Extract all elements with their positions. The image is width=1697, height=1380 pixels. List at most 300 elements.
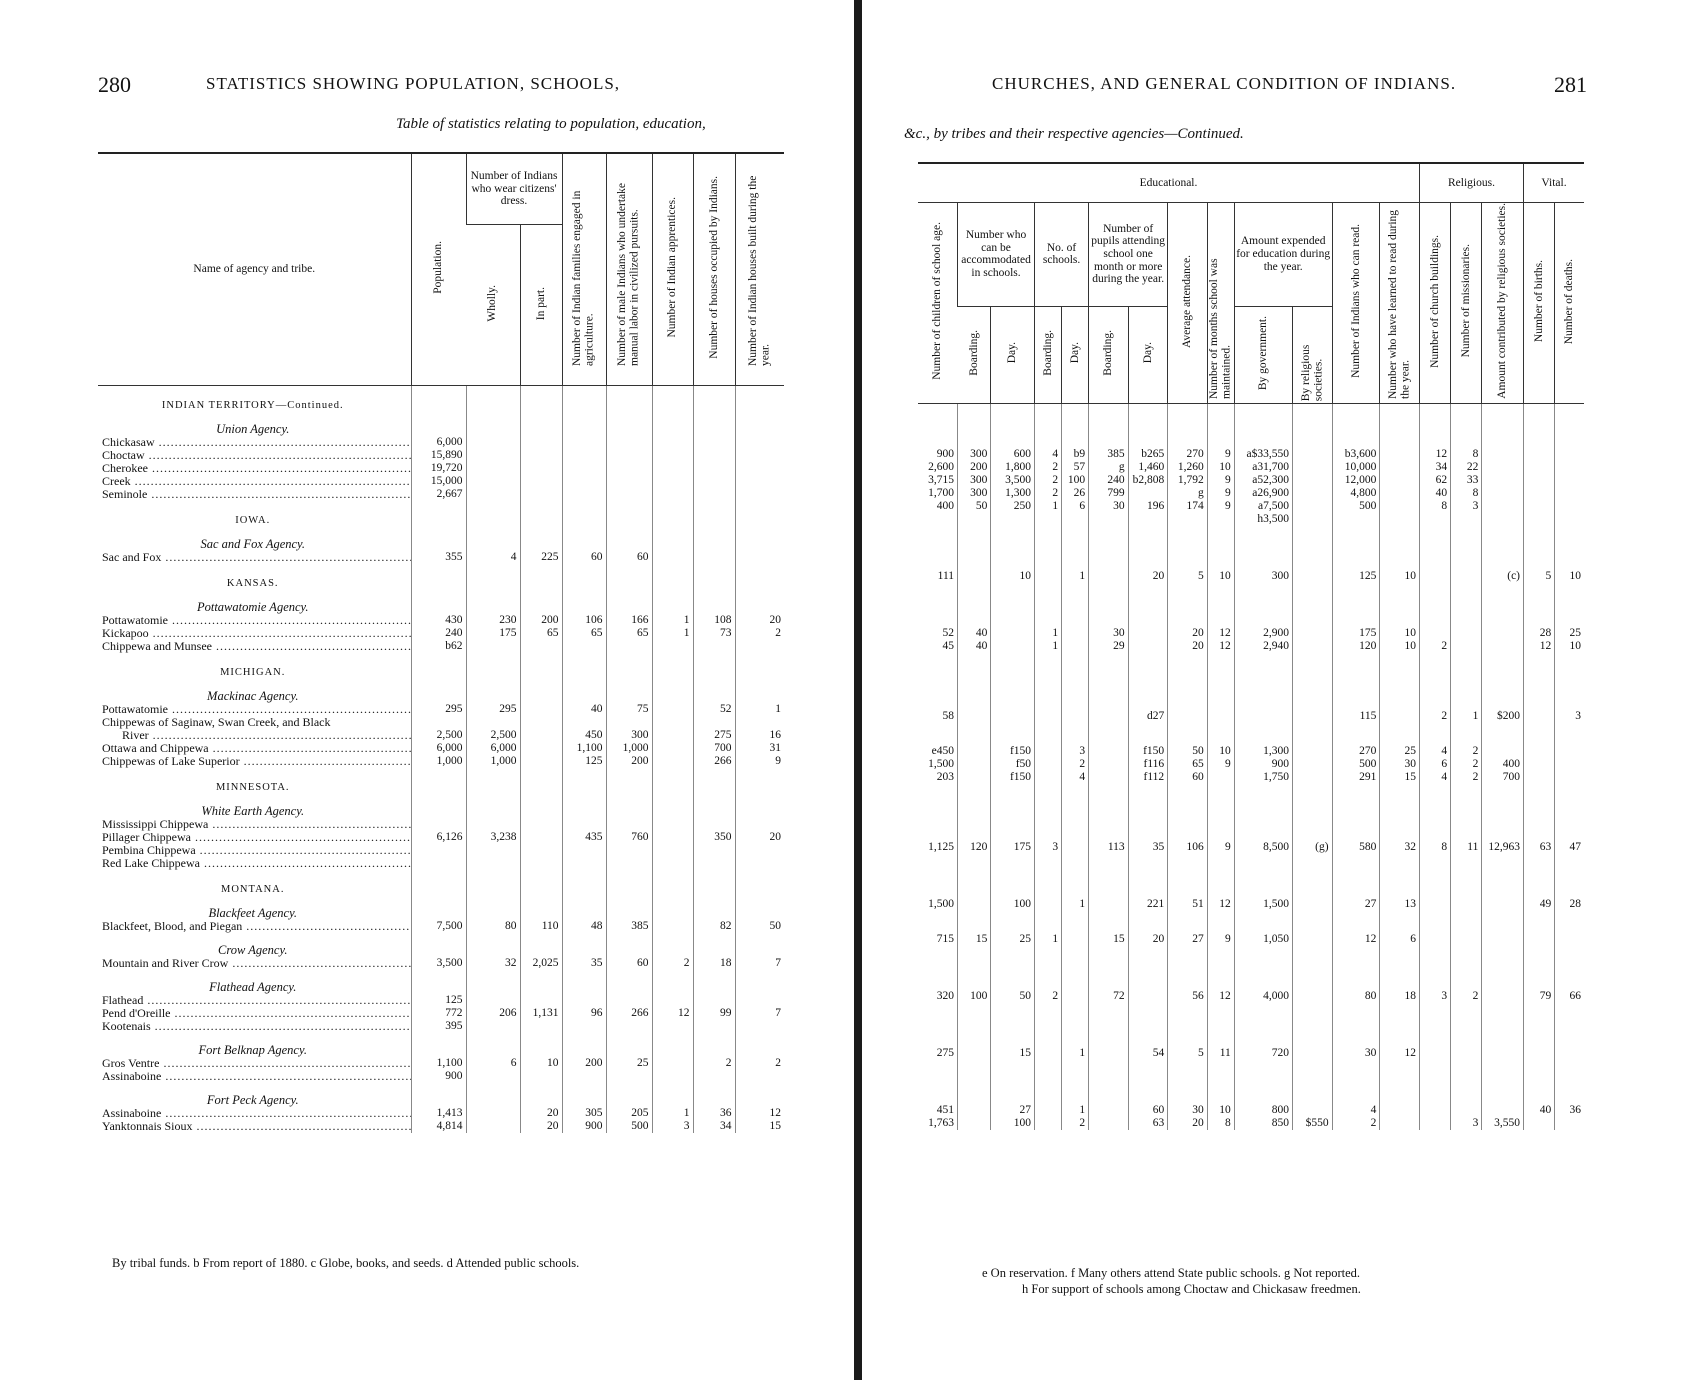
table-cell: 1	[652, 614, 693, 627]
header-vital: Vital.	[1524, 163, 1585, 203]
table-row	[98, 844, 784, 857]
header-pupils: Number of pupils attending school one month or more during the year.	[1089, 203, 1168, 307]
table-cell: 1,500	[928, 758, 955, 770]
table-cell: 700	[1482, 771, 1524, 784]
table-cell	[1524, 513, 1555, 526]
table-cell: 65	[606, 627, 652, 640]
table-cell	[1035, 771, 1062, 784]
table-cell: 5	[1524, 570, 1555, 583]
table-cell: 2	[1332, 1117, 1380, 1130]
table-cell	[1293, 627, 1333, 640]
tribe-name: Mountain and River Crow .....	[98, 957, 411, 970]
table-cell	[606, 857, 652, 870]
table-cell: 50	[735, 920, 784, 933]
table-cell	[520, 716, 562, 729]
table-cell: 15,000	[411, 475, 466, 488]
table-cell	[1128, 513, 1168, 526]
table-cell: 6	[1380, 933, 1420, 946]
table-cell	[958, 828, 991, 841]
table-cell: 1,131	[520, 1007, 562, 1020]
table-cell: 2,025	[520, 957, 562, 970]
table-cell: 40	[958, 640, 991, 653]
table-cell: 63	[1524, 841, 1555, 854]
table-cell	[1482, 487, 1524, 500]
table-cell: 7	[735, 1007, 784, 1020]
table-cell	[520, 994, 562, 1007]
table-cell: 206	[466, 1007, 520, 1020]
table-cell: 1,792	[1168, 474, 1208, 487]
table-cell: 300	[958, 448, 991, 461]
table-cell	[1035, 1104, 1062, 1117]
table-cell	[918, 653, 958, 666]
table-cell: 2,667	[411, 488, 466, 501]
table-cell	[1293, 990, 1333, 1003]
table-cell: 15	[1380, 771, 1420, 784]
spacer-row	[918, 666, 1584, 688]
table-cell: 120	[958, 841, 991, 854]
table-cell	[693, 857, 735, 870]
table-cell: 11	[1451, 841, 1482, 854]
table-cell	[1168, 513, 1208, 526]
table-cell: 225	[520, 551, 562, 564]
table-row	[918, 448, 1584, 461]
table-cell: 36	[693, 1107, 735, 1120]
table-cell: 175	[466, 627, 520, 640]
table-cell	[606, 475, 652, 488]
table-row	[918, 898, 1584, 911]
header-population: Population.	[411, 153, 466, 386]
table-cell	[1128, 653, 1168, 666]
spacer-row	[918, 854, 1584, 876]
table-cell: 10	[1207, 1104, 1234, 1117]
table-cell	[991, 513, 1035, 526]
tribe-name: Pend d'Oreille .....	[98, 1007, 411, 1020]
table-cell	[1293, 771, 1333, 784]
agency-heading	[98, 794, 784, 818]
table-cell	[1128, 990, 1168, 1003]
table-cell: 1	[1035, 627, 1062, 640]
table-cell: 10	[1555, 570, 1584, 583]
header-births: Number of births.	[1524, 203, 1555, 404]
table-row	[918, 990, 1584, 1003]
table-cell	[1293, 640, 1333, 653]
table-cell	[1555, 758, 1584, 771]
agency-heading	[98, 679, 784, 703]
table-cell	[1035, 710, 1062, 723]
table-cell	[1089, 653, 1129, 666]
table-cell: 10	[1207, 461, 1234, 474]
table-cell	[466, 449, 520, 462]
table-cell: 430	[411, 614, 466, 627]
table-cell	[1380, 448, 1420, 461]
table-cell	[466, 994, 520, 1007]
table-cell: 300	[606, 729, 652, 742]
table-cell	[735, 818, 784, 831]
table-cell: 1	[1062, 570, 1089, 583]
table-cell	[606, 449, 652, 462]
table-cell	[652, 920, 693, 933]
section-label: MONTANA.	[221, 884, 285, 895]
table-cell: 2	[735, 627, 784, 640]
table-cell	[1168, 828, 1208, 841]
table-cell: 200	[958, 461, 991, 474]
table-cell	[562, 716, 606, 729]
table-cell	[1293, 1104, 1333, 1117]
table-cell: 30	[1380, 758, 1420, 771]
table-cell: 300	[958, 487, 991, 500]
table-cell: 100	[958, 990, 991, 1003]
table-cell	[735, 994, 784, 1007]
table-cell	[918, 513, 958, 526]
table-cell: 100	[991, 1117, 1035, 1130]
table-cell	[1089, 745, 1129, 758]
table-cell	[1451, 1104, 1482, 1117]
table-cell: 4	[1332, 1104, 1380, 1117]
table-cell: 1	[1451, 710, 1482, 723]
table-cell	[1035, 570, 1062, 583]
agency-label: Mackinac Agency.	[207, 689, 299, 703]
table-cell	[1482, 474, 1524, 487]
table-cell	[562, 640, 606, 653]
table-cell: 10	[1555, 640, 1584, 653]
table-cell	[520, 742, 562, 755]
table-cell	[1128, 640, 1168, 653]
table-cell: 25	[991, 933, 1035, 946]
table-cell	[466, 640, 520, 653]
spacer-row	[918, 723, 1584, 745]
table-cell	[1062, 627, 1089, 640]
table-cell	[1555, 448, 1584, 461]
table-cell	[1482, 653, 1524, 666]
table-cell: 291	[1332, 771, 1380, 784]
table-cell: 20	[520, 1120, 562, 1133]
header-contributed: Amount contributed by religious societies.	[1482, 203, 1524, 404]
spacer-row	[918, 605, 1584, 627]
table-cell	[693, 488, 735, 501]
table-cell: g	[1089, 461, 1129, 474]
table-cell	[652, 818, 693, 831]
left-statistics-table	[98, 152, 784, 1133]
spacer-row	[918, 426, 1584, 448]
table-row	[918, 653, 1584, 666]
table-cell	[1380, 653, 1420, 666]
table-cell: 400	[936, 500, 955, 512]
header-male-labor: Number of male Indians who undertake manual labor in civilized pursuits.	[606, 153, 652, 386]
table-row	[98, 462, 784, 475]
header-churches: Number of church buildings.	[1419, 203, 1450, 404]
table-cell: 47	[1555, 841, 1584, 854]
table-cell	[693, 640, 735, 653]
agency-label: Blackfeet Agency.	[208, 906, 298, 920]
table-cell: 75	[606, 703, 652, 716]
table-cell	[520, 475, 562, 488]
table-cell: 2	[1451, 771, 1482, 784]
table-cell	[1419, 1117, 1450, 1130]
table-cell: 54	[1128, 1047, 1168, 1060]
header-attendance: Average attendance.	[1168, 203, 1208, 404]
table-cell	[1451, 653, 1482, 666]
table-cell	[1524, 500, 1555, 513]
spacer-row	[918, 1082, 1584, 1104]
table-cell: 200	[520, 614, 562, 627]
table-cell: 8	[1207, 1117, 1234, 1130]
table-cell: 1,413	[411, 1107, 466, 1120]
table-cell	[652, 729, 693, 742]
table-cell	[1524, 1047, 1555, 1060]
table-cell: 111	[937, 570, 955, 582]
table-cell: 15	[958, 933, 991, 946]
table-cell	[1380, 474, 1420, 487]
spacer-row	[918, 784, 1584, 806]
table-cell	[1524, 933, 1555, 946]
tribe-name: Pembina Chippewa .....	[98, 844, 411, 857]
table-row	[98, 488, 784, 501]
table-cell	[520, 1020, 562, 1033]
tribe-name: Red Lake Chippewa .....	[98, 857, 411, 870]
spacer-row	[918, 404, 1584, 427]
table-cell: 2	[735, 1057, 784, 1070]
tribe-name: Sac and Fox .....	[98, 551, 411, 564]
left-page-number: 280	[98, 72, 131, 97]
table-cell	[1035, 828, 1062, 841]
table-row	[918, 513, 1584, 526]
table-cell: 2	[1035, 990, 1062, 1003]
tribe-name: Ottawa and Chippewa .....	[98, 742, 411, 755]
table-row	[98, 920, 784, 933]
table-cell: 31	[735, 742, 784, 755]
table-cell	[652, 1057, 693, 1070]
table-cell: 20	[1168, 1117, 1208, 1130]
table-cell: 10,000	[1332, 461, 1380, 474]
table-cell	[466, 857, 520, 870]
table-cell	[466, 1120, 520, 1133]
table-cell	[1128, 487, 1168, 500]
table-cell	[652, 1020, 693, 1033]
table-row	[98, 1020, 784, 1033]
table-cell: 2,900	[1234, 627, 1292, 640]
table-cell: 35	[1128, 841, 1168, 854]
table-cell	[1293, 745, 1333, 758]
tribe-name: Choctaw .....	[98, 449, 411, 462]
table-cell: 12	[652, 1007, 693, 1020]
table-cell: 270	[1332, 745, 1380, 758]
table-cell: 1,260	[1168, 461, 1208, 474]
header-families-agri: Number of Indian families engaged in agriculture.	[562, 153, 606, 386]
table-cell: 295	[411, 703, 466, 716]
table-cell	[466, 818, 520, 831]
table-cell: 80	[466, 920, 520, 933]
table-cell	[1293, 448, 1333, 461]
table-cell: 115	[1332, 710, 1380, 723]
table-cell: 5	[1168, 570, 1208, 583]
table-cell	[1482, 933, 1524, 946]
table-row	[918, 474, 1584, 487]
table-cell: 2	[1035, 474, 1062, 487]
table-cell	[1482, 461, 1524, 474]
table-cell	[466, 1020, 520, 1033]
table-cell	[735, 475, 784, 488]
table-cell: 1	[1035, 640, 1062, 653]
table-cell	[1035, 898, 1062, 911]
table-cell: d27	[1128, 710, 1168, 723]
table-cell: 60	[1128, 1104, 1168, 1117]
table-cell	[958, 653, 991, 666]
table-cell: 10	[520, 1057, 562, 1070]
table-cell: 113	[1089, 841, 1129, 854]
table-cell: 27	[991, 1104, 1035, 1117]
right-page-number: 281	[1554, 72, 1587, 97]
table-cell: 9	[1207, 758, 1234, 771]
table-cell	[1451, 898, 1482, 911]
table-cell	[693, 716, 735, 729]
table-cell	[735, 1070, 784, 1083]
table-row	[98, 831, 784, 844]
table-cell	[735, 449, 784, 462]
table-cell	[1062, 933, 1089, 946]
table-cell	[562, 994, 606, 1007]
table-cell	[693, 844, 735, 857]
table-cell: 1	[1062, 898, 1089, 911]
table-cell: 10	[991, 570, 1035, 583]
table-cell	[520, 640, 562, 653]
table-cell	[1451, 627, 1482, 640]
table-cell	[1168, 710, 1208, 723]
header-houses-occupied: Number of houses occupied by Indians.	[693, 153, 735, 386]
table-row	[918, 500, 1584, 513]
table-cell	[1035, 1047, 1062, 1060]
table-cell	[958, 745, 991, 758]
table-cell	[1293, 487, 1333, 500]
table-row	[98, 1007, 784, 1020]
table-cell	[520, 818, 562, 831]
table-cell	[411, 818, 466, 831]
right-footnotes-2: h For support of schools among Choctaw and Chickasaw freedmen.	[1022, 1282, 1361, 1296]
table-row	[98, 742, 784, 755]
table-cell: 799	[1089, 487, 1129, 500]
section-heading	[98, 386, 784, 413]
table-cell: 600	[991, 448, 1035, 461]
section-heading	[98, 870, 784, 896]
table-row	[918, 1104, 1584, 1117]
spacer-row	[918, 876, 1584, 898]
tribe-name: Kootenais .....	[98, 1020, 411, 1033]
table-cell: 1,125	[928, 841, 955, 853]
table-cell: 3,500	[991, 474, 1035, 487]
table-cell	[1332, 513, 1380, 526]
table-cell: 1,700	[928, 487, 955, 499]
table-cell: 1,750	[1234, 771, 1292, 784]
header-expended: Amount expended for education during the year.	[1234, 203, 1332, 307]
table-cell: 12	[1380, 1047, 1420, 1060]
table-cell	[652, 475, 693, 488]
section-label: MINNESOTA.	[215, 782, 290, 793]
table-cell: 66	[1555, 990, 1584, 1003]
table-cell: 3,500	[411, 957, 466, 970]
table-cell: 15,890	[411, 449, 466, 462]
agency-heading	[98, 1033, 784, 1057]
table-cell: 720	[1234, 1047, 1292, 1060]
tribe-name: Assinaboine .....	[98, 1070, 411, 1083]
table-cell: 2	[1035, 461, 1062, 474]
table-cell	[958, 570, 991, 583]
header-in-part: In part.	[520, 225, 562, 386]
spacer-row	[918, 911, 1584, 933]
table-cell	[1419, 653, 1450, 666]
table-cell: 500	[1332, 500, 1380, 513]
table-cell: 20	[735, 831, 784, 844]
table-cell: 3	[1555, 710, 1584, 723]
section-label: MICHIGAN.	[220, 667, 286, 678]
table-cell: 25	[606, 1057, 652, 1070]
table-cell	[1524, 758, 1555, 771]
table-cell: 100	[1062, 474, 1089, 487]
table-cell	[735, 462, 784, 475]
table-cell	[1555, 474, 1584, 487]
table-row	[98, 449, 784, 462]
table-cell: 110	[520, 920, 562, 933]
table-cell	[1482, 500, 1524, 513]
header-can-read: Number of Indians who can read.	[1332, 203, 1380, 404]
table-cell: 4,814	[411, 1120, 466, 1133]
agency-label: Crow Agency.	[218, 943, 288, 957]
table-cell: 25	[1380, 745, 1420, 758]
table-cell: 62	[1419, 474, 1450, 487]
header-acc-boarding: Boarding.	[958, 306, 991, 403]
table-cell	[1482, 627, 1524, 640]
table-cell: 35	[562, 957, 606, 970]
table-cell: 10	[1380, 627, 1420, 640]
table-cell: 4,800	[1332, 487, 1380, 500]
table-cell	[1419, 898, 1450, 911]
table-cell: 9	[1207, 474, 1234, 487]
table-cell: 850	[1234, 1117, 1292, 1130]
table-cell: 52	[942, 627, 955, 639]
table-cell	[1451, 570, 1482, 583]
table-cell	[958, 710, 991, 723]
table-cell	[411, 857, 466, 870]
table-row	[98, 1120, 784, 1133]
table-cell: 6	[1062, 500, 1089, 513]
table-cell	[652, 716, 693, 729]
table-cell: 1	[1062, 1104, 1089, 1117]
table-cell: 400	[1482, 758, 1524, 771]
table-cell: 2	[1062, 1117, 1089, 1130]
table-cell: 20	[1128, 570, 1168, 583]
table-row	[98, 703, 784, 716]
table-cell	[520, 436, 562, 449]
table-cell	[1035, 1117, 1062, 1130]
table-cell	[466, 1070, 520, 1083]
table-cell	[1293, 710, 1333, 723]
table-cell: 300	[1234, 570, 1292, 583]
table-cell: 3	[652, 1120, 693, 1133]
header-schools: No. of schools.	[1035, 203, 1089, 307]
table-cell: 300	[958, 474, 991, 487]
table-cell: f150	[991, 771, 1035, 784]
table-row	[918, 710, 1584, 723]
table-row	[98, 614, 784, 627]
table-cell: 350	[693, 831, 735, 844]
table-cell	[693, 436, 735, 449]
table-cell	[520, 488, 562, 501]
table-cell	[958, 771, 991, 784]
table-cell	[1380, 461, 1420, 474]
table-cell: 33	[1451, 474, 1482, 487]
table-cell	[1035, 758, 1062, 771]
table-row	[918, 771, 1584, 784]
table-cell	[1089, 828, 1129, 841]
section-heading	[98, 564, 784, 590]
